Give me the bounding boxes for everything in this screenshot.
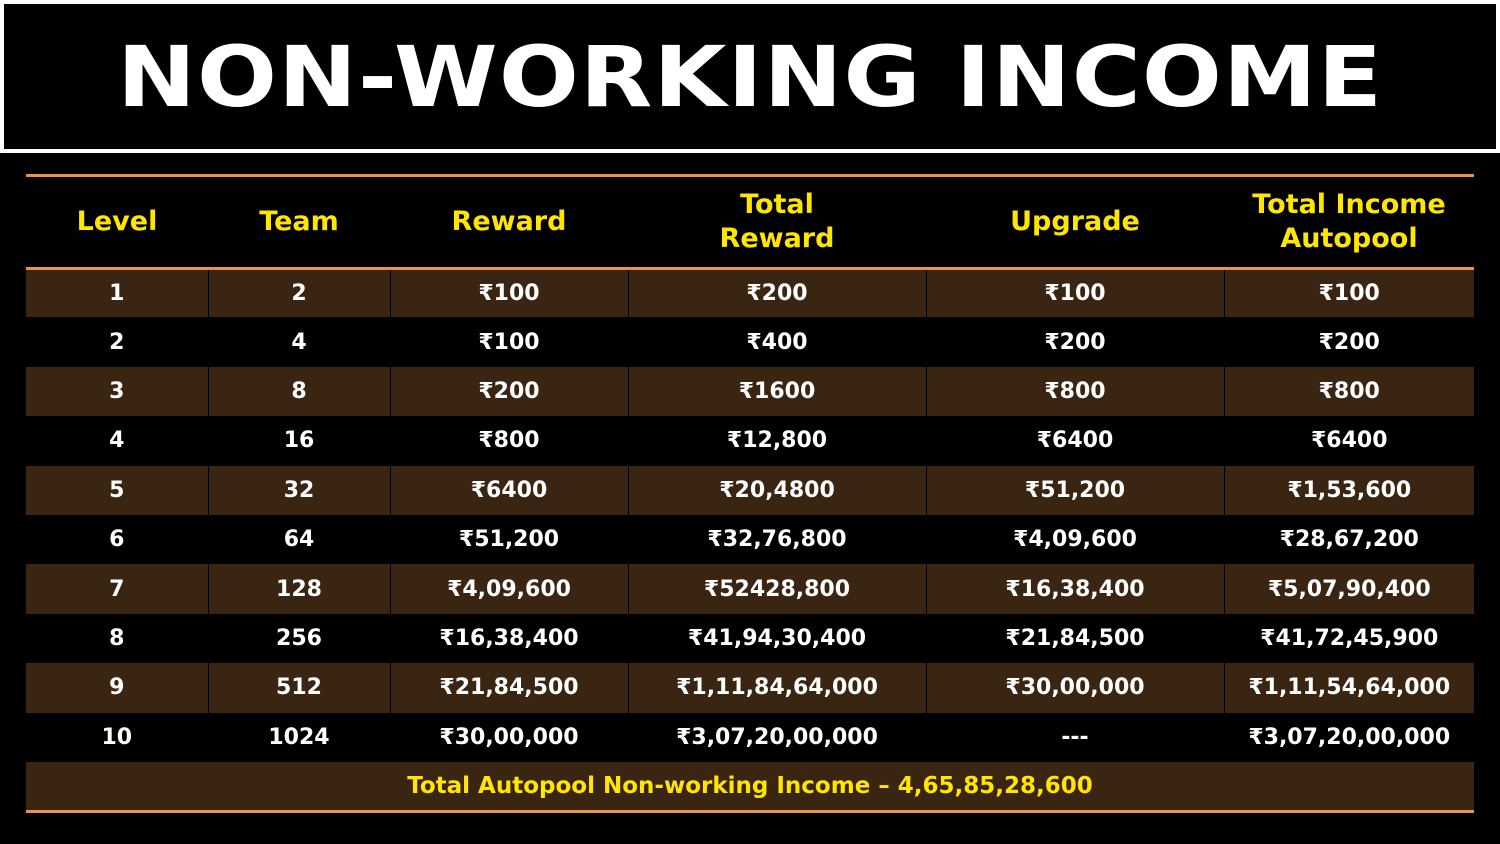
table-cell: 5 bbox=[26, 466, 208, 515]
table-cell: ₹3,07,20,00,000 bbox=[1224, 713, 1474, 762]
table-cell: 8 bbox=[208, 367, 390, 416]
table-cell: ₹12,800 bbox=[628, 416, 926, 465]
table-cell: ₹30,00,000 bbox=[390, 713, 628, 762]
table-cell: ₹4,09,600 bbox=[926, 515, 1224, 564]
table-cell: ₹41,94,30,400 bbox=[628, 614, 926, 663]
table-cell: ₹200 bbox=[1224, 317, 1474, 366]
table-cell: 1024 bbox=[208, 713, 390, 762]
table-cell: 7 bbox=[26, 564, 208, 613]
table-cell: 4 bbox=[26, 416, 208, 465]
table-cell: ₹30,00,000 bbox=[926, 663, 1224, 712]
table-row bbox=[26, 416, 1474, 465]
table-cell: 128 bbox=[208, 564, 390, 613]
table-cell: ₹20,4800 bbox=[628, 466, 926, 515]
table-cell: ₹32,76,800 bbox=[628, 515, 926, 564]
table-row bbox=[26, 713, 1474, 762]
table-cell: ₹1600 bbox=[628, 367, 926, 416]
table-cell: 4 bbox=[208, 317, 390, 366]
table-cell: 1 bbox=[26, 268, 208, 317]
income-table bbox=[26, 177, 1474, 762]
table-cell: 512 bbox=[208, 663, 390, 712]
table-cell: ₹1,11,84,64,000 bbox=[628, 663, 926, 712]
table-cell: ₹21,84,500 bbox=[390, 663, 628, 712]
table-cell: 8 bbox=[26, 614, 208, 663]
table-cell: ₹3,07,20,00,000 bbox=[628, 713, 926, 762]
table-row bbox=[26, 317, 1474, 366]
table-row bbox=[26, 268, 1474, 317]
table-cell: ₹800 bbox=[926, 367, 1224, 416]
table-row bbox=[26, 367, 1474, 416]
table-row bbox=[26, 466, 1474, 515]
header-total-income-label: Total Income Autopool bbox=[1252, 188, 1446, 254]
title-banner bbox=[0, 0, 1500, 153]
total-text: Total Autopool Non-working Income – 4,65,85,28,600 bbox=[407, 772, 1093, 799]
table-cell: 2 bbox=[26, 317, 208, 366]
table-cell: ₹800 bbox=[390, 416, 628, 465]
table-cell: ₹800 bbox=[1224, 367, 1474, 416]
table-cell: ₹16,38,400 bbox=[926, 564, 1224, 613]
table-cell: ₹52428,800 bbox=[628, 564, 926, 613]
header-reward: Reward bbox=[390, 177, 628, 268]
table-cell: ₹6400 bbox=[926, 416, 1224, 465]
bottom-rule bbox=[26, 810, 1474, 813]
table-cell: ₹41,72,45,900 bbox=[1224, 614, 1474, 663]
table-body bbox=[26, 268, 1474, 762]
header-total-reward-label: Total Reward bbox=[719, 188, 835, 254]
table-cell: ₹400 bbox=[628, 317, 926, 366]
table-cell: 64 bbox=[208, 515, 390, 564]
table-cell: ₹4,09,600 bbox=[390, 564, 628, 613]
table-cell: ₹100 bbox=[390, 268, 628, 317]
table-cell: ₹6400 bbox=[1224, 416, 1474, 465]
table-cell: ₹100 bbox=[390, 317, 628, 366]
table-cell: --- bbox=[926, 713, 1224, 762]
table-cell: 32 bbox=[208, 466, 390, 515]
header-upgrade: Upgrade bbox=[926, 177, 1224, 268]
table-cell: ₹5,07,90,400 bbox=[1224, 564, 1474, 613]
table-cell: ₹100 bbox=[926, 268, 1224, 317]
table-cell: ₹21,84,500 bbox=[926, 614, 1224, 663]
table-header-row bbox=[26, 177, 1474, 268]
table-cell: ₹100 bbox=[1224, 268, 1474, 317]
header-team: Team bbox=[208, 177, 390, 268]
header-total-reward bbox=[628, 177, 926, 268]
table-row bbox=[26, 564, 1474, 613]
table-cell: 9 bbox=[26, 663, 208, 712]
table-cell: 3 bbox=[26, 367, 208, 416]
table-row bbox=[26, 515, 1474, 564]
table-cell: 10 bbox=[26, 713, 208, 762]
page-title: NON-WORKING INCOME bbox=[117, 27, 1383, 126]
table-row bbox=[26, 614, 1474, 663]
table-cell: ₹1,11,54,64,000 bbox=[1224, 663, 1474, 712]
table-cell: ₹51,200 bbox=[926, 466, 1224, 515]
table-cell: ₹200 bbox=[628, 268, 926, 317]
table-cell: 6 bbox=[26, 515, 208, 564]
table-cell: ₹51,200 bbox=[390, 515, 628, 564]
table-cell: 256 bbox=[208, 614, 390, 663]
table-cell: ₹28,67,200 bbox=[1224, 515, 1474, 564]
table-cell: ₹1,53,600 bbox=[1224, 466, 1474, 515]
table-cell: ₹6400 bbox=[390, 466, 628, 515]
income-table-container bbox=[26, 174, 1474, 813]
total-row bbox=[26, 762, 1474, 810]
table-cell: 16 bbox=[208, 416, 390, 465]
table-cell: ₹16,38,400 bbox=[390, 614, 628, 663]
header-total-income-autopool bbox=[1224, 177, 1474, 268]
header-level: Level bbox=[26, 177, 208, 268]
table-cell: 2 bbox=[208, 268, 390, 317]
table-cell: ₹200 bbox=[926, 317, 1224, 366]
table-cell: ₹200 bbox=[390, 367, 628, 416]
table-row bbox=[26, 663, 1474, 712]
